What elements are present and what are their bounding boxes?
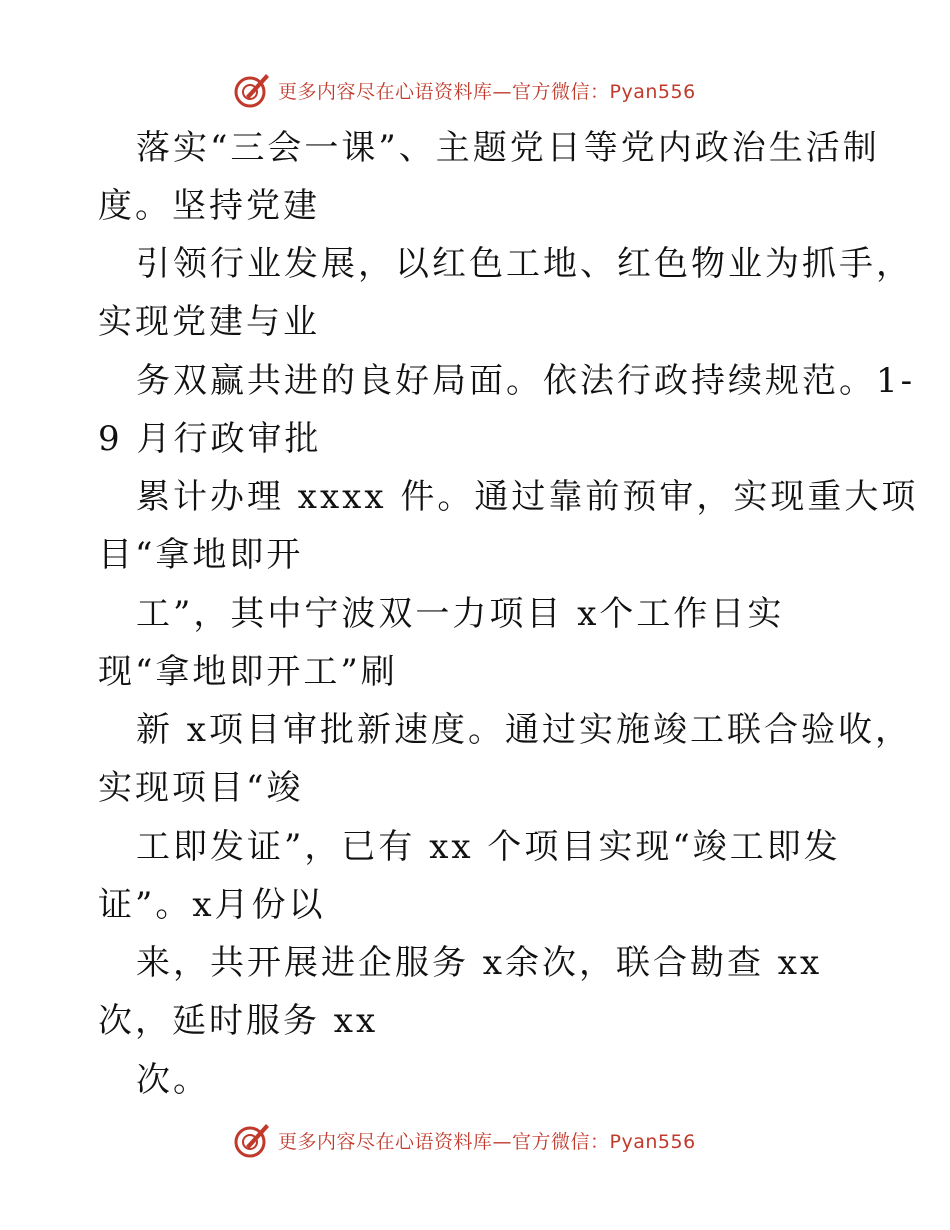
header-banner-text: 更多内容尽在心语资料库—官方微信：Pyan556 [278,80,696,103]
text-line: 落实“三会一课”、主题党日等党内政治生活制 [136,128,880,168]
text-line: 次，延时服务 xx [98,1001,379,1041]
text-line: 引领行业发展，以红色工地、红色物业为抓手， [136,244,913,284]
text-line: 实现项目“竣 [98,768,304,808]
text-line: 证”。x月份以 [98,885,326,925]
text-line: 度。坚持党建 [98,186,320,226]
text-line: 工”，其中宁波双一力项目 x个工作日实 [136,594,785,634]
text-line: 累计办理 xxxx 件。通过靠前预审，实现重大项 [136,477,919,517]
pen-logo-icon [232,1120,272,1160]
text-line: 实现党建与业 [98,302,320,342]
header-banner [232,70,696,110]
footer-banner [232,1120,696,1160]
text-line: 新 x项目审批新速度。通过实施竣工联合验收， [136,710,912,750]
text-line: 目“拿地即开 [98,535,304,575]
text-line: 务双赢共进的良好局面。依法行政持续规范。1- [136,361,916,401]
text-line: 工即发证”，已有 xx 个项目实现“竣工即发 [136,827,841,867]
text-line: 9 月行政审批 [98,419,322,459]
pen-logo-icon [232,70,272,110]
text-line: 次。 [136,1060,210,1100]
text-line: 来，共开展进企服务 x余次，联合勘查 xx [136,943,823,983]
footer-banner-text: 更多内容尽在心语资料库—官方微信：Pyan556 [278,1130,696,1153]
text-line: 现“拿地即开工”刷 [98,652,398,692]
